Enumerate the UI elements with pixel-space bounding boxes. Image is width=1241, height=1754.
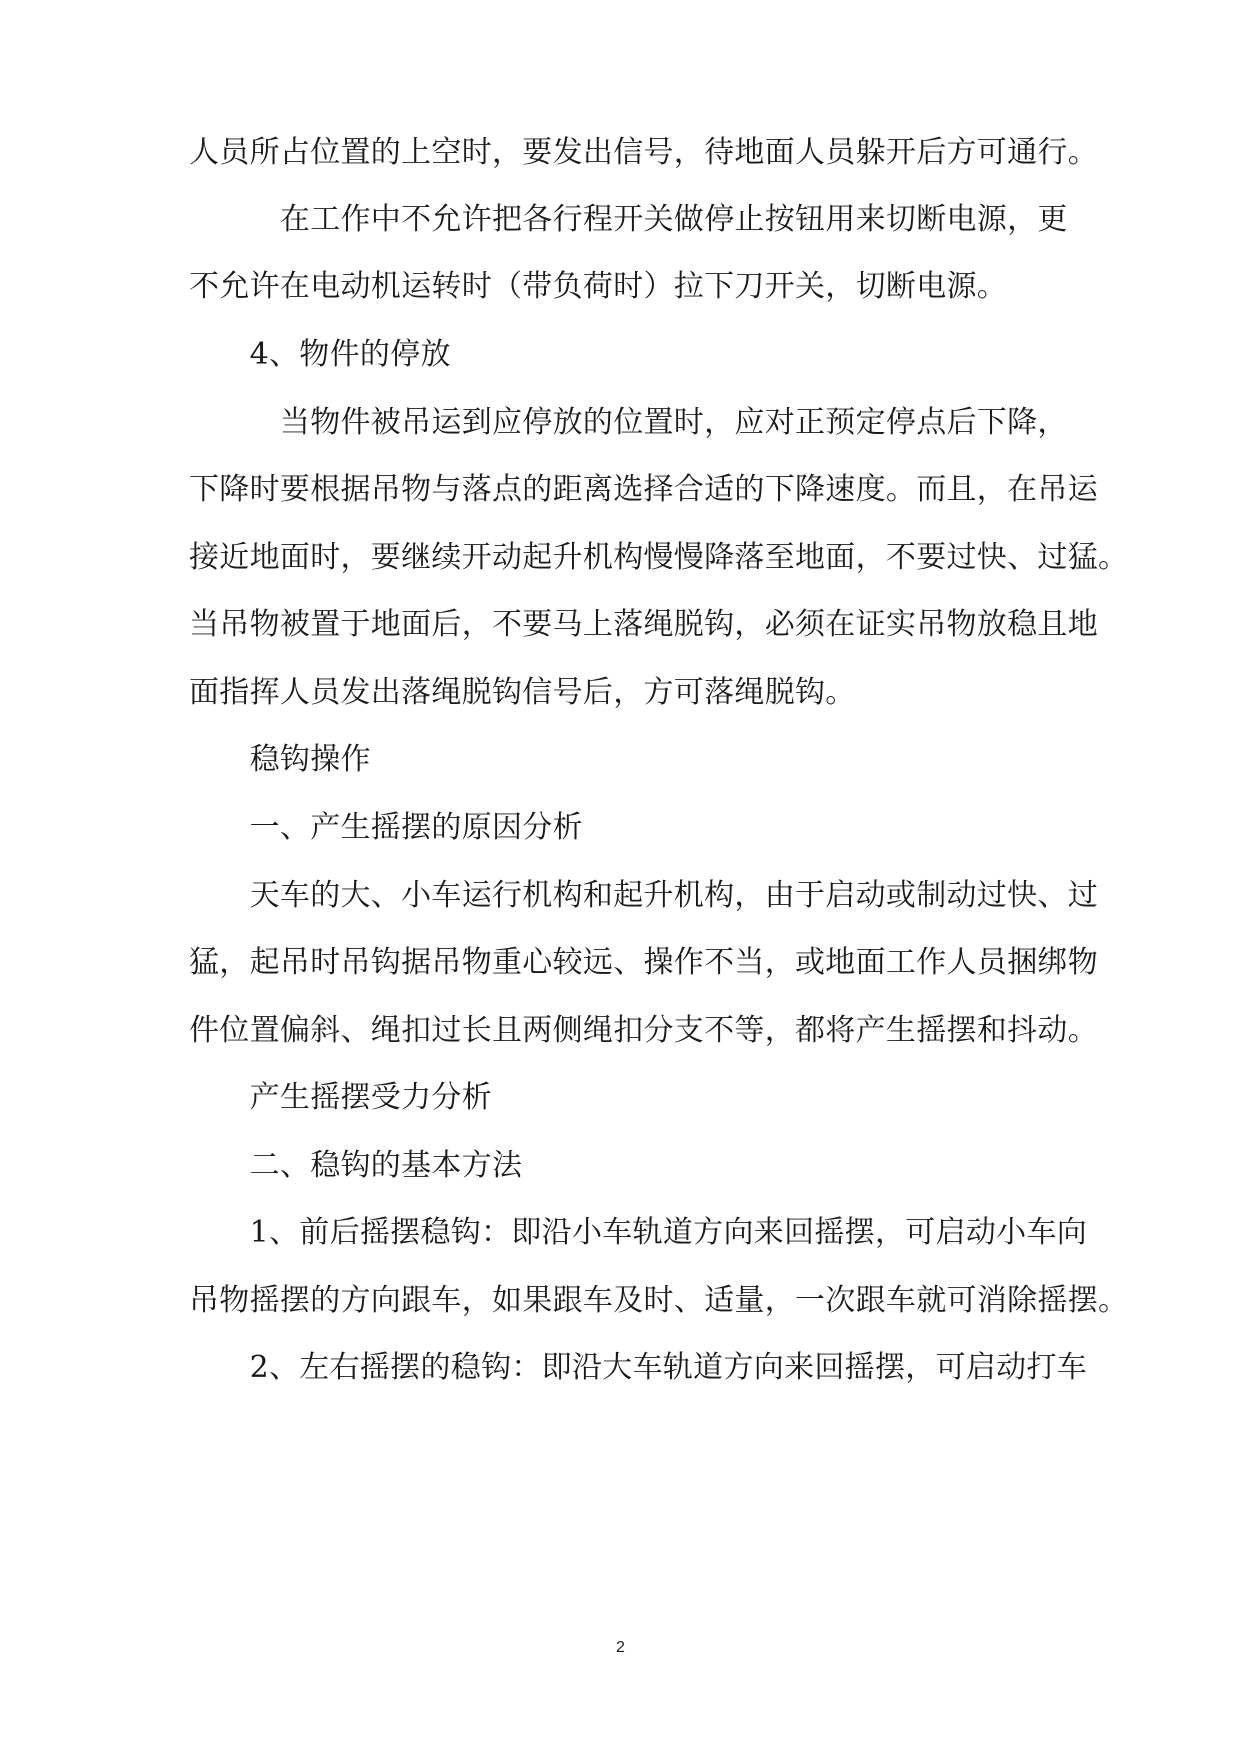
text-line: 下降时要根据吊物与落点的距离选择合适的下降速度。而且，在吊运: [189, 472, 1098, 507]
section-heading: 产生摇摆受力分析: [189, 1080, 492, 1115]
text-line: 吊物摇摆的方向跟车，如果跟车及时、适量，一次跟车就可消除摇摆。: [189, 1283, 1129, 1318]
text-line: 接近地面时，要继续开动起升机构慢慢降落至地面，不要过快、过猛。: [189, 540, 1129, 575]
text-line: 件位置偏斜、绳扣过长且两侧绳扣分支不等，都将产生摇摆和抖动。: [189, 1013, 1098, 1048]
page-number: 2: [616, 1639, 625, 1656]
section-heading: 4、物件的停放: [189, 337, 451, 372]
text-line: 不允许在电动机运转时（带负荷时）拉下刀开关，切断电源。: [189, 269, 1008, 304]
section-heading: 一、产生摇摆的原因分析: [189, 810, 583, 845]
text-line: 人员所占位置的上空时，要发出信号，待地面人员躲开后方可通行。: [189, 135, 1098, 170]
text-line: 天车的大、小车运行机构和起升机构，由于启动或制动过快、过: [189, 878, 1098, 913]
text-line: 猛，起吊时吊钩据吊物重心较远、操作不当，或地面工作人员捆绑物: [189, 945, 1098, 980]
text-line: 面指挥人员发出落绳脱钩信号后，方可落绳脱钩。: [189, 675, 856, 710]
text-line: 2、左右摇摆的稳钩：即沿大车轨道方向来回摇摆，可启动打车: [189, 1350, 1088, 1385]
section-heading: 二、稳钩的基本方法: [189, 1148, 523, 1183]
section-heading: 稳钩操作: [189, 742, 371, 777]
text-line: 在工作中不允许把各行程开关做停止按钮用来切断电源，更: [189, 202, 1068, 237]
text-line: 当吊物被置于地面后，不要马上落绳脱钩，必须在证实吊物放稳且地: [189, 607, 1098, 642]
text-line: 当物件被吊运到应停放的位置时，应对正预定停点后下降，: [189, 405, 1068, 440]
text-line: 1、前后摇摆稳钩：即沿小车轨道方向来回摇摆，可启动小车向: [189, 1215, 1088, 1250]
